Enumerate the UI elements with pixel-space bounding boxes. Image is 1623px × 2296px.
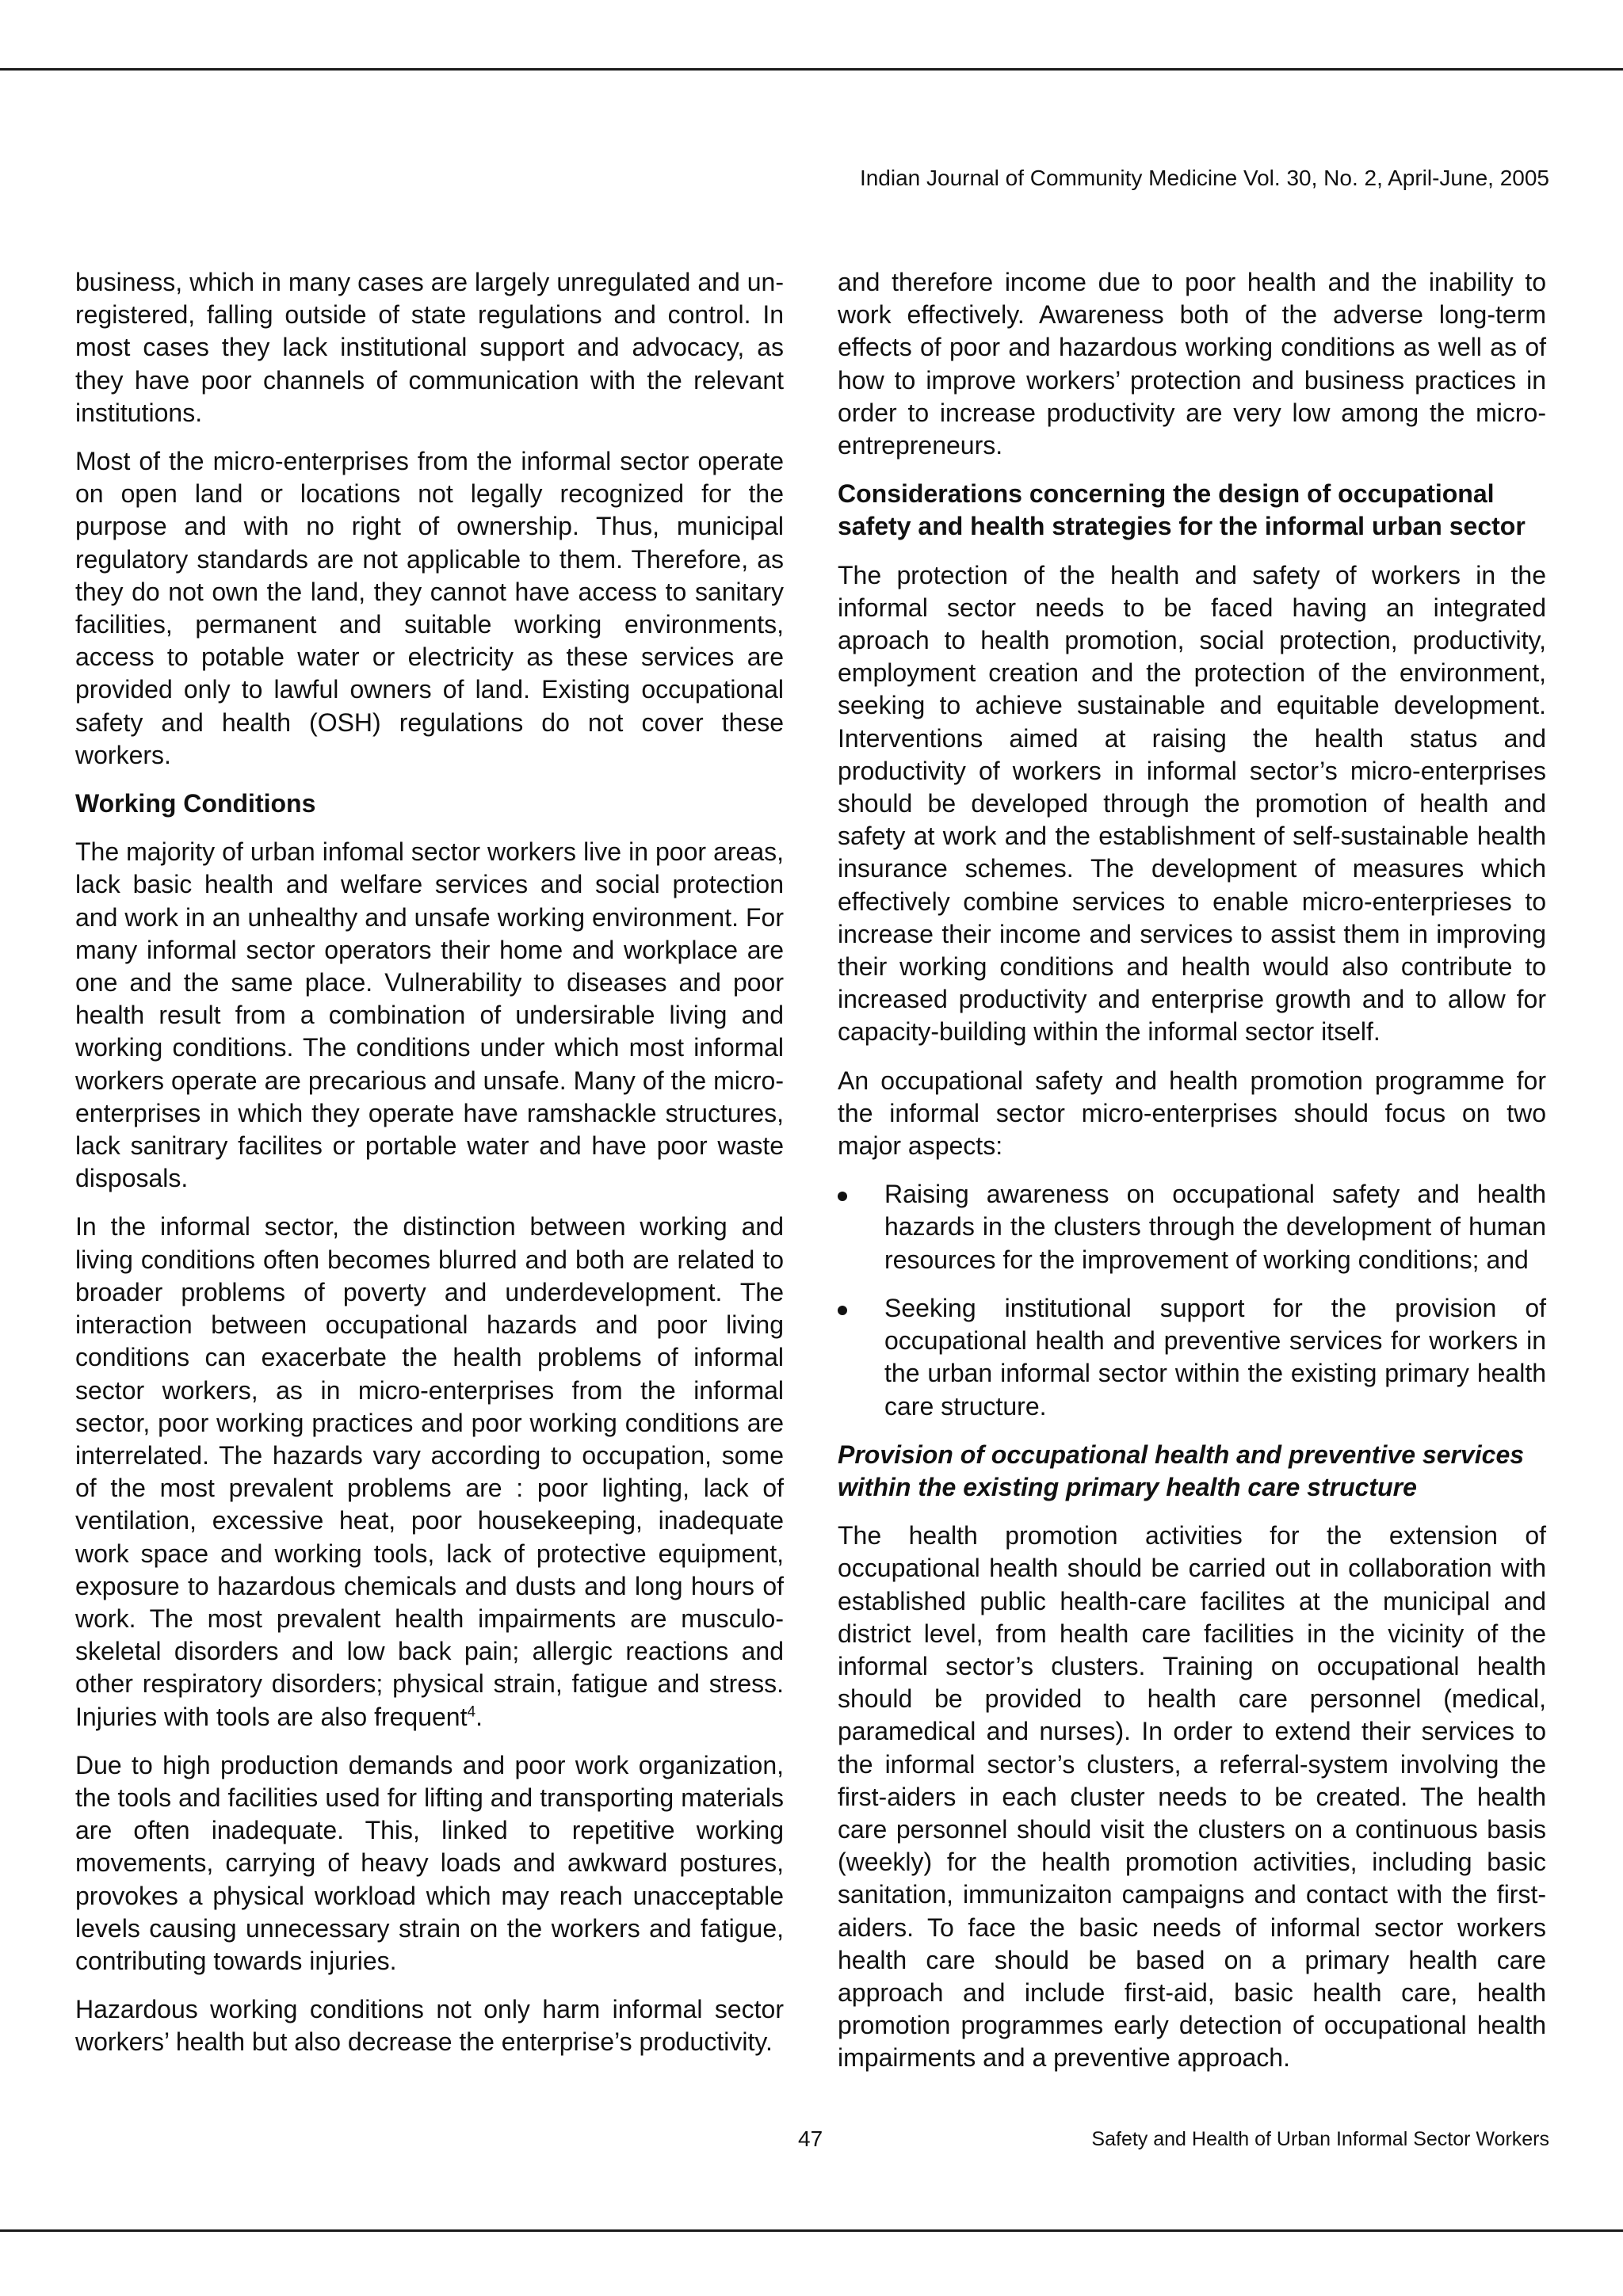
citation-reference: 4 (467, 1703, 476, 1720)
list-item (838, 1178, 1546, 1276)
section-heading-working-conditions: Working Conditions (75, 789, 316, 818)
paragraph: The majority of urban infomal sector workers live in poor areas, lack basic health and welfare services and social protection and work in an unhealthy and unsafe working environment. For many informal sector operators their home and workplace are one and the same place. Vulnerability to diseases and poor health result from a combination of undersirable living and working conditions. The conditions under which most informal workers operate are precarious and unsafe. Many of the micro-enterprises in which they operate have ramshackle structures, lack sanitrary facilites or portable water and have poor waste disposals. (75, 837, 784, 1193)
paragraph: The health promotion activities for the extension of occupational health should be carried out in collaboration with established public health-care facilites at the municipal and district level, from health care facilities in the vicinity of the informal sector’s clusters. Training on occupational health should be provided to health care personnel (medical, paramedical and nurses). In order to extend their services to the informal sector’s clusters, a referral-system involving the first-aiders in each cluster needs to be created. The health care personnel should visit the clusters on a continuous basis (weekly) for the health promotion activities, including basic sanitation, immunizaiton campaigns and contact with the first-aiders. To face the basic needs of informal sector workers health care should be based on a primary health care approach and include first-aid, basic health care, health promotion programmes early detection of occupational health impairments and a preventive approach. (838, 1521, 1546, 2073)
paragraph: business, which in many cases are largely unregulated and un-registered, falling outside of state regulations and control. In most cases they lack institutional support and advocacy, as they have poor channels of communication with the relevant institutions. (75, 268, 784, 427)
paragraph: Hazardous working conditions not only harm informal sector workers’ health but also decrease the enterprise’s productivity. (75, 1995, 784, 2057)
bullet-list (838, 1178, 1546, 1422)
paragraph: An occupational safety and health promotion programme for the informal sector micro-enterprises should focus on two major aspects: (838, 1066, 1546, 1161)
paragraph-text: In the informal sector, the distinction between working and living conditions often becomes blurred and both are related to broader problems of poverty and underdevelopment. The interaction between occupational hazards and poor living conditions can exacerbate the health problems of informal sector workers, as in micro-enterprises from the informal sector, poor working practices and poor working conditions are interrelated. The hazards vary according to occupation, some of the most prevalent problems are : poor lighting, lack of ventilation, excessive heat, poor housekeeping, inadequate work space and working tools, lack of protective equipment, exposure to hazardous chemicals and dusts and long hours of work. The most prevalent health impairments are musculo-skeletal disorders and low back pain; allergic reactions and other respiratory disorders; physical strain, fatigue and stress. Injuries with tools are also frequent (75, 1212, 784, 1731)
running-footer-title: Safety and Health of Urban Informal Sector Workers (1091, 2128, 1549, 2150)
left-column (75, 266, 784, 2075)
bullet-icon (838, 1306, 847, 1315)
journal-header: Indian Journal of Community Medicine Vol. 30, No. 2, April-June, 2005 (859, 166, 1549, 190)
paragraph: The protection of the health and safety of workers in the informal sector needs to be faced having an integrated aproach to health promotion, social protection, productivity, employment creation and the protection of the environment, seeking to achieve sustainable and equitable development. Interventions aimed at raising the health status and productivity of workers in informal sector’s micro-enterprises should be developed through the promotion of health and safety at work and the establishment of self-sustainable health insurance schemes. The development of measures which effectively combine services to enable micro-enterprieses to increase their income and services to assist them in improving their working conditions and health would also contribute to increased productivity and enterprise growth and to allow for capacity-building within the informal sector itself. (838, 560, 1546, 1047)
top-rule (0, 68, 1623, 71)
section-heading-provision: Provision of occupational health and preventive services within the existing primary health care structure (838, 1440, 1525, 1501)
list-item (838, 1292, 1546, 1423)
paragraph-end-punctuation: . (475, 1702, 483, 1731)
bottom-rule (0, 2229, 1623, 2232)
paragraph: and therefore income due to poor health and the inability to work effectively. Awareness both of the adverse long-term effects of poor and hazardous working conditions as well as of how to improve workers’ protection and business practices in order to increase productivity are very low among the micro-entrepreneurs. (838, 268, 1546, 460)
right-column (838, 266, 1546, 2091)
bullet-icon (838, 1192, 847, 1201)
list-item-text: Raising awareness on occupational safety and health hazards in the clusters through the development of human resources for the improvement of working conditions; and (884, 1180, 1546, 1274)
page-number: 47 (798, 2126, 823, 2151)
list-item-text: Seeking institutional support for the provision of occupational health and preventive services for workers in the urban informal sector within the existing primary health care structure. (884, 1293, 1546, 1421)
paragraph (75, 1211, 784, 1733)
paragraph: Due to high production demands and poor work organization, the tools and facilities used for lifting and transporting materials are often inadequate. This, linked to repetitive working movements, carrying of heavy loads and awkward postures, provokes a physical workload which may reach unacceptable levels causing unnecessary strain on the workers and fatigue, contributing towards injuries. (75, 1750, 784, 1975)
section-heading-considerations: Considerations concerning the design of occupational safety and health strategies for the informal urban sector (838, 479, 1526, 541)
paragraph: Most of the micro-enterprises from the informal sector operate on open land or locations not legally recognized for the purpose and with no right of ownership. Thus, municipal regulatory standards are not applicable to them. Therefore, as they do not own the land, they cannot have access to sanitary facilities, permanent and suitable working environments, access to potable water or electricity as these services are provided only to lawful owners of land. Existing occupational safety and health (OSH) regulations do not cover these workers. (75, 447, 784, 769)
